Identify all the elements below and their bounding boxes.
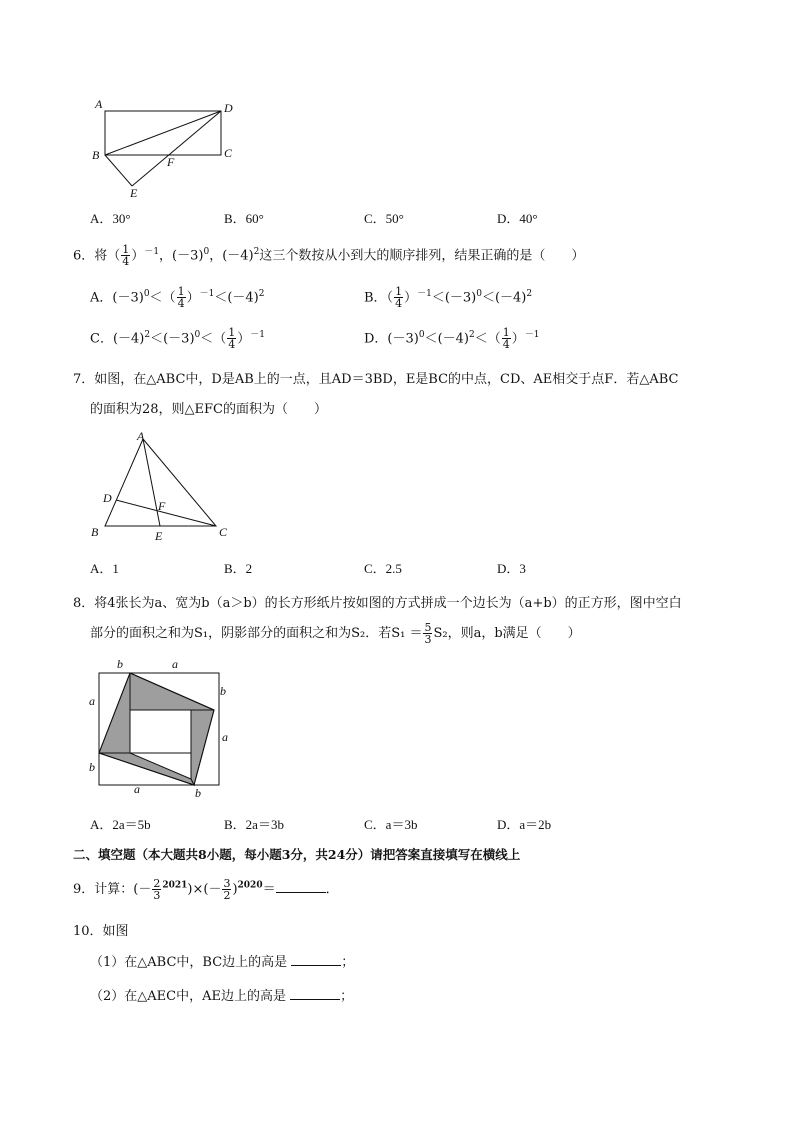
q5-option-b[interactable]: B．60° xyxy=(224,211,264,226)
q6-text-a: 将（ xyxy=(94,248,121,264)
q8-label-b-left: b xyxy=(89,760,95,774)
q6-optd-p2: ＜(－4) xyxy=(424,331,469,347)
q6-optc-fraction xyxy=(227,327,236,350)
q8-option-c[interactable]: C．a＝3b xyxy=(364,817,418,832)
q7-stem-line1: 7．如图，在△ABC中，D是AB上的一点，且AD＝3BD，E是BC的中点，CD、AE相交于点F．若△ABC xyxy=(73,372,679,387)
q8-figure xyxy=(86,655,236,803)
q6-optc-k: C．(－4) xyxy=(90,331,145,347)
q8-stem-line2 xyxy=(90,622,581,645)
q5-diagonal-bd xyxy=(105,111,221,155)
q6-opta-frac-num: 1 xyxy=(177,285,185,299)
q6-optd-fraction xyxy=(502,327,511,350)
q6-frac-num: 1 xyxy=(122,243,130,257)
q6-optb-lt2: ＜(－4) xyxy=(481,290,527,306)
q7-label-c: C xyxy=(219,525,228,539)
q10-sub2-semi: ； xyxy=(340,989,354,1004)
q6-option-c[interactable] xyxy=(90,327,265,350)
q6-text-c: ，(－3) xyxy=(159,248,204,264)
q9-answer-blank[interactable] xyxy=(276,880,326,893)
q5-label-d: D xyxy=(224,101,233,115)
q8-label-a-bottom: a xyxy=(134,782,140,796)
q7-label-f: F xyxy=(158,499,166,513)
q6-optd-e2: 2 xyxy=(469,330,475,340)
q6-opta-frac-den: 4 xyxy=(177,297,185,311)
q9-end: ． xyxy=(325,882,339,897)
q6-exp1: －1 xyxy=(144,247,160,257)
q9-times: )×(－ xyxy=(187,882,222,897)
q7-stem-line2: 的面积为28，则△EFC的面积为（ ） xyxy=(90,402,327,417)
q6-option-a[interactable] xyxy=(90,286,264,309)
q6-optb-close: ） xyxy=(404,290,418,306)
q6-exp0: 0 xyxy=(203,247,210,257)
q6-optc-frac-den: 4 xyxy=(228,338,236,352)
q8-line2a: 部分的面积之和为S₁，阴影部分的面积之和为S₂．若S₁ ＝ xyxy=(90,626,423,641)
q6-text-e: 这三个数按从小到大的顺序排列，结果正确的是（ ） xyxy=(259,248,585,264)
q6-option-b[interactable] xyxy=(364,286,532,309)
q8-frac-num: 5 xyxy=(424,621,432,634)
q7-label-e: E xyxy=(155,529,163,543)
q8-option-b[interactable]: B．2a＝3b xyxy=(224,817,284,832)
q5-segment-de xyxy=(132,111,221,186)
q6-opta-e1: 0 xyxy=(143,289,150,299)
q8-option-d[interactable]: D．a＝2b xyxy=(497,817,552,832)
q7-option-b[interactable]: B．2 xyxy=(224,561,253,576)
q5-option-a[interactable]: A．30° xyxy=(90,211,131,226)
q9-fraction-2 xyxy=(222,878,231,901)
q8-label-b-top: b xyxy=(117,657,123,671)
q8-line2b: S₂，则a，b满足（ ） xyxy=(433,626,581,641)
q6-optd-e1: 0 xyxy=(418,330,425,340)
q8-fraction xyxy=(423,622,432,645)
q6-opta-lt1: ＜（ xyxy=(149,290,176,306)
q6-stem xyxy=(73,244,584,267)
q6-optc-e2: 0 xyxy=(194,330,201,340)
q8-inner-blank-square xyxy=(130,710,191,753)
q6-opta-e3: 2 xyxy=(258,289,265,299)
q6-optc-e3: －1 xyxy=(250,330,266,340)
q10-sub2 xyxy=(90,985,353,1004)
q7-option-c[interactable]: C．2.5 xyxy=(364,561,402,576)
q6-optb-p2: ＜(－3) xyxy=(431,290,477,306)
q6-optb-k: B．（ xyxy=(364,290,394,306)
q8-label-b-bottom: b xyxy=(195,786,201,800)
q5-segment-be xyxy=(105,155,132,186)
q7-segment-cd xyxy=(116,500,216,526)
q6-optb-frac-num: 1 xyxy=(395,285,403,299)
q5-label-c: C xyxy=(224,146,233,160)
q6-optb-fraction xyxy=(394,286,403,309)
q10-sub1-text: （1）在△ABC中，BC边上的高是 xyxy=(90,955,288,970)
q8-rhombus-edge-3 xyxy=(99,753,194,785)
q7-figure xyxy=(88,430,238,545)
q9-stem: 9．计算：(－ $\frac{2}{3}$ $^{2021}$)×(－ $\frac{3}{2}$ )$^{2020}$＝ ． xyxy=(73,877,339,902)
q7-label-a: A xyxy=(137,429,145,443)
q9-eq: ＝ xyxy=(262,882,276,897)
q6-optb-e1: －1 xyxy=(417,289,432,299)
q6-opta-lt2: ＜(－4) xyxy=(214,290,259,306)
q6-opta-fraction xyxy=(177,286,186,309)
q6-text-b: ） xyxy=(131,248,145,264)
q6-opta-p1: (－3) xyxy=(112,290,144,306)
q6-optb-e3: 2 xyxy=(526,289,533,299)
q6-optc-lt2: ＜（ xyxy=(200,331,227,347)
q5-label-b: B xyxy=(92,148,100,162)
q5-label-f: F xyxy=(167,155,175,169)
q6-option-d[interactable] xyxy=(364,327,540,350)
q10-sub1 xyxy=(90,951,354,970)
q6-optb-frac-den: 4 xyxy=(395,297,403,311)
q8-label-b-right: b xyxy=(220,684,226,698)
q6-number: 6． xyxy=(73,248,95,264)
q8-label-a-left: a xyxy=(89,694,95,708)
q8-label-a-right: a xyxy=(222,730,228,744)
section-2-heading: 二、填空题（本大题共8小题，每小题3分，共24分）请把答案直接填写在横线上 xyxy=(73,847,521,862)
q6-frac-den: 4 xyxy=(122,255,130,269)
q6-optb-e2: 0 xyxy=(476,289,482,299)
q6-text-d: ，(－4) xyxy=(209,248,254,264)
q6-optd-frac-den: 4 xyxy=(502,338,510,352)
q9-f2-num: 3 xyxy=(223,877,231,890)
q6-optc-e1: 2 xyxy=(144,330,151,340)
q6-opta-close: ） xyxy=(186,290,200,306)
q6-optd-e3: －1 xyxy=(524,330,540,340)
q5-figure xyxy=(88,96,248,206)
q6-fraction xyxy=(121,244,130,267)
q8-stem-line1: 8．将4张长为a、宽为b（a＞b）的长方形纸片按如图的方式拼成一个边长为（a+b）的正方形，图中空白 xyxy=(73,596,682,611)
q10-sub1-semi: ； xyxy=(341,955,355,970)
q6-optd-frac-num: 1 xyxy=(502,326,510,340)
q7-label-d: D xyxy=(103,491,112,505)
q9-f2-den: 2 xyxy=(223,889,231,902)
q7-label-b: B xyxy=(91,525,99,539)
q10-sub2-text: （2）在△AEC中，AE边上的高是 xyxy=(90,989,286,1004)
q10-sub2-answer-blank[interactable] xyxy=(290,987,340,1000)
q6-opta-e2: －1 xyxy=(199,289,215,299)
q5-option-c[interactable]: C．50° xyxy=(364,211,404,226)
q8-option-a[interactable]: A．2a＝5b xyxy=(90,817,151,832)
q9-exp2: 2020 xyxy=(237,880,263,891)
q6-optd-lt2: ＜（ xyxy=(474,331,501,347)
q6-optd-close: ） xyxy=(511,331,525,347)
q10-label: 10．如图 xyxy=(73,924,129,939)
q5-option-d[interactable]: D．40° xyxy=(497,211,538,226)
q6-opta-k: A． xyxy=(90,290,113,306)
q7-option-d[interactable]: D．3 xyxy=(497,561,526,576)
q6-optc-close: ） xyxy=(237,331,251,347)
q9-fraction-1 xyxy=(152,878,161,901)
q8-label-a-top: a xyxy=(172,657,178,671)
q6-optd-k: D．(－3) xyxy=(364,331,419,347)
q6-exp2: 2 xyxy=(253,247,260,257)
q8-frac-den: 3 xyxy=(424,633,432,646)
q5-label-a: A xyxy=(95,97,103,111)
q9-f1-num: 2 xyxy=(153,877,161,890)
q5-label-e: E xyxy=(130,186,138,200)
q9-exp1: 2021 xyxy=(162,880,188,891)
q9-f1-den: 3 xyxy=(153,889,161,902)
q9-label: 9．计算：(－ xyxy=(73,882,152,897)
q10-sub1-answer-blank[interactable] xyxy=(291,953,341,966)
q6-optc-frac-num: 1 xyxy=(228,326,236,340)
q7-option-a[interactable]: A．1 xyxy=(90,561,119,576)
q6-optc-p2: ＜(－3) xyxy=(150,331,195,347)
